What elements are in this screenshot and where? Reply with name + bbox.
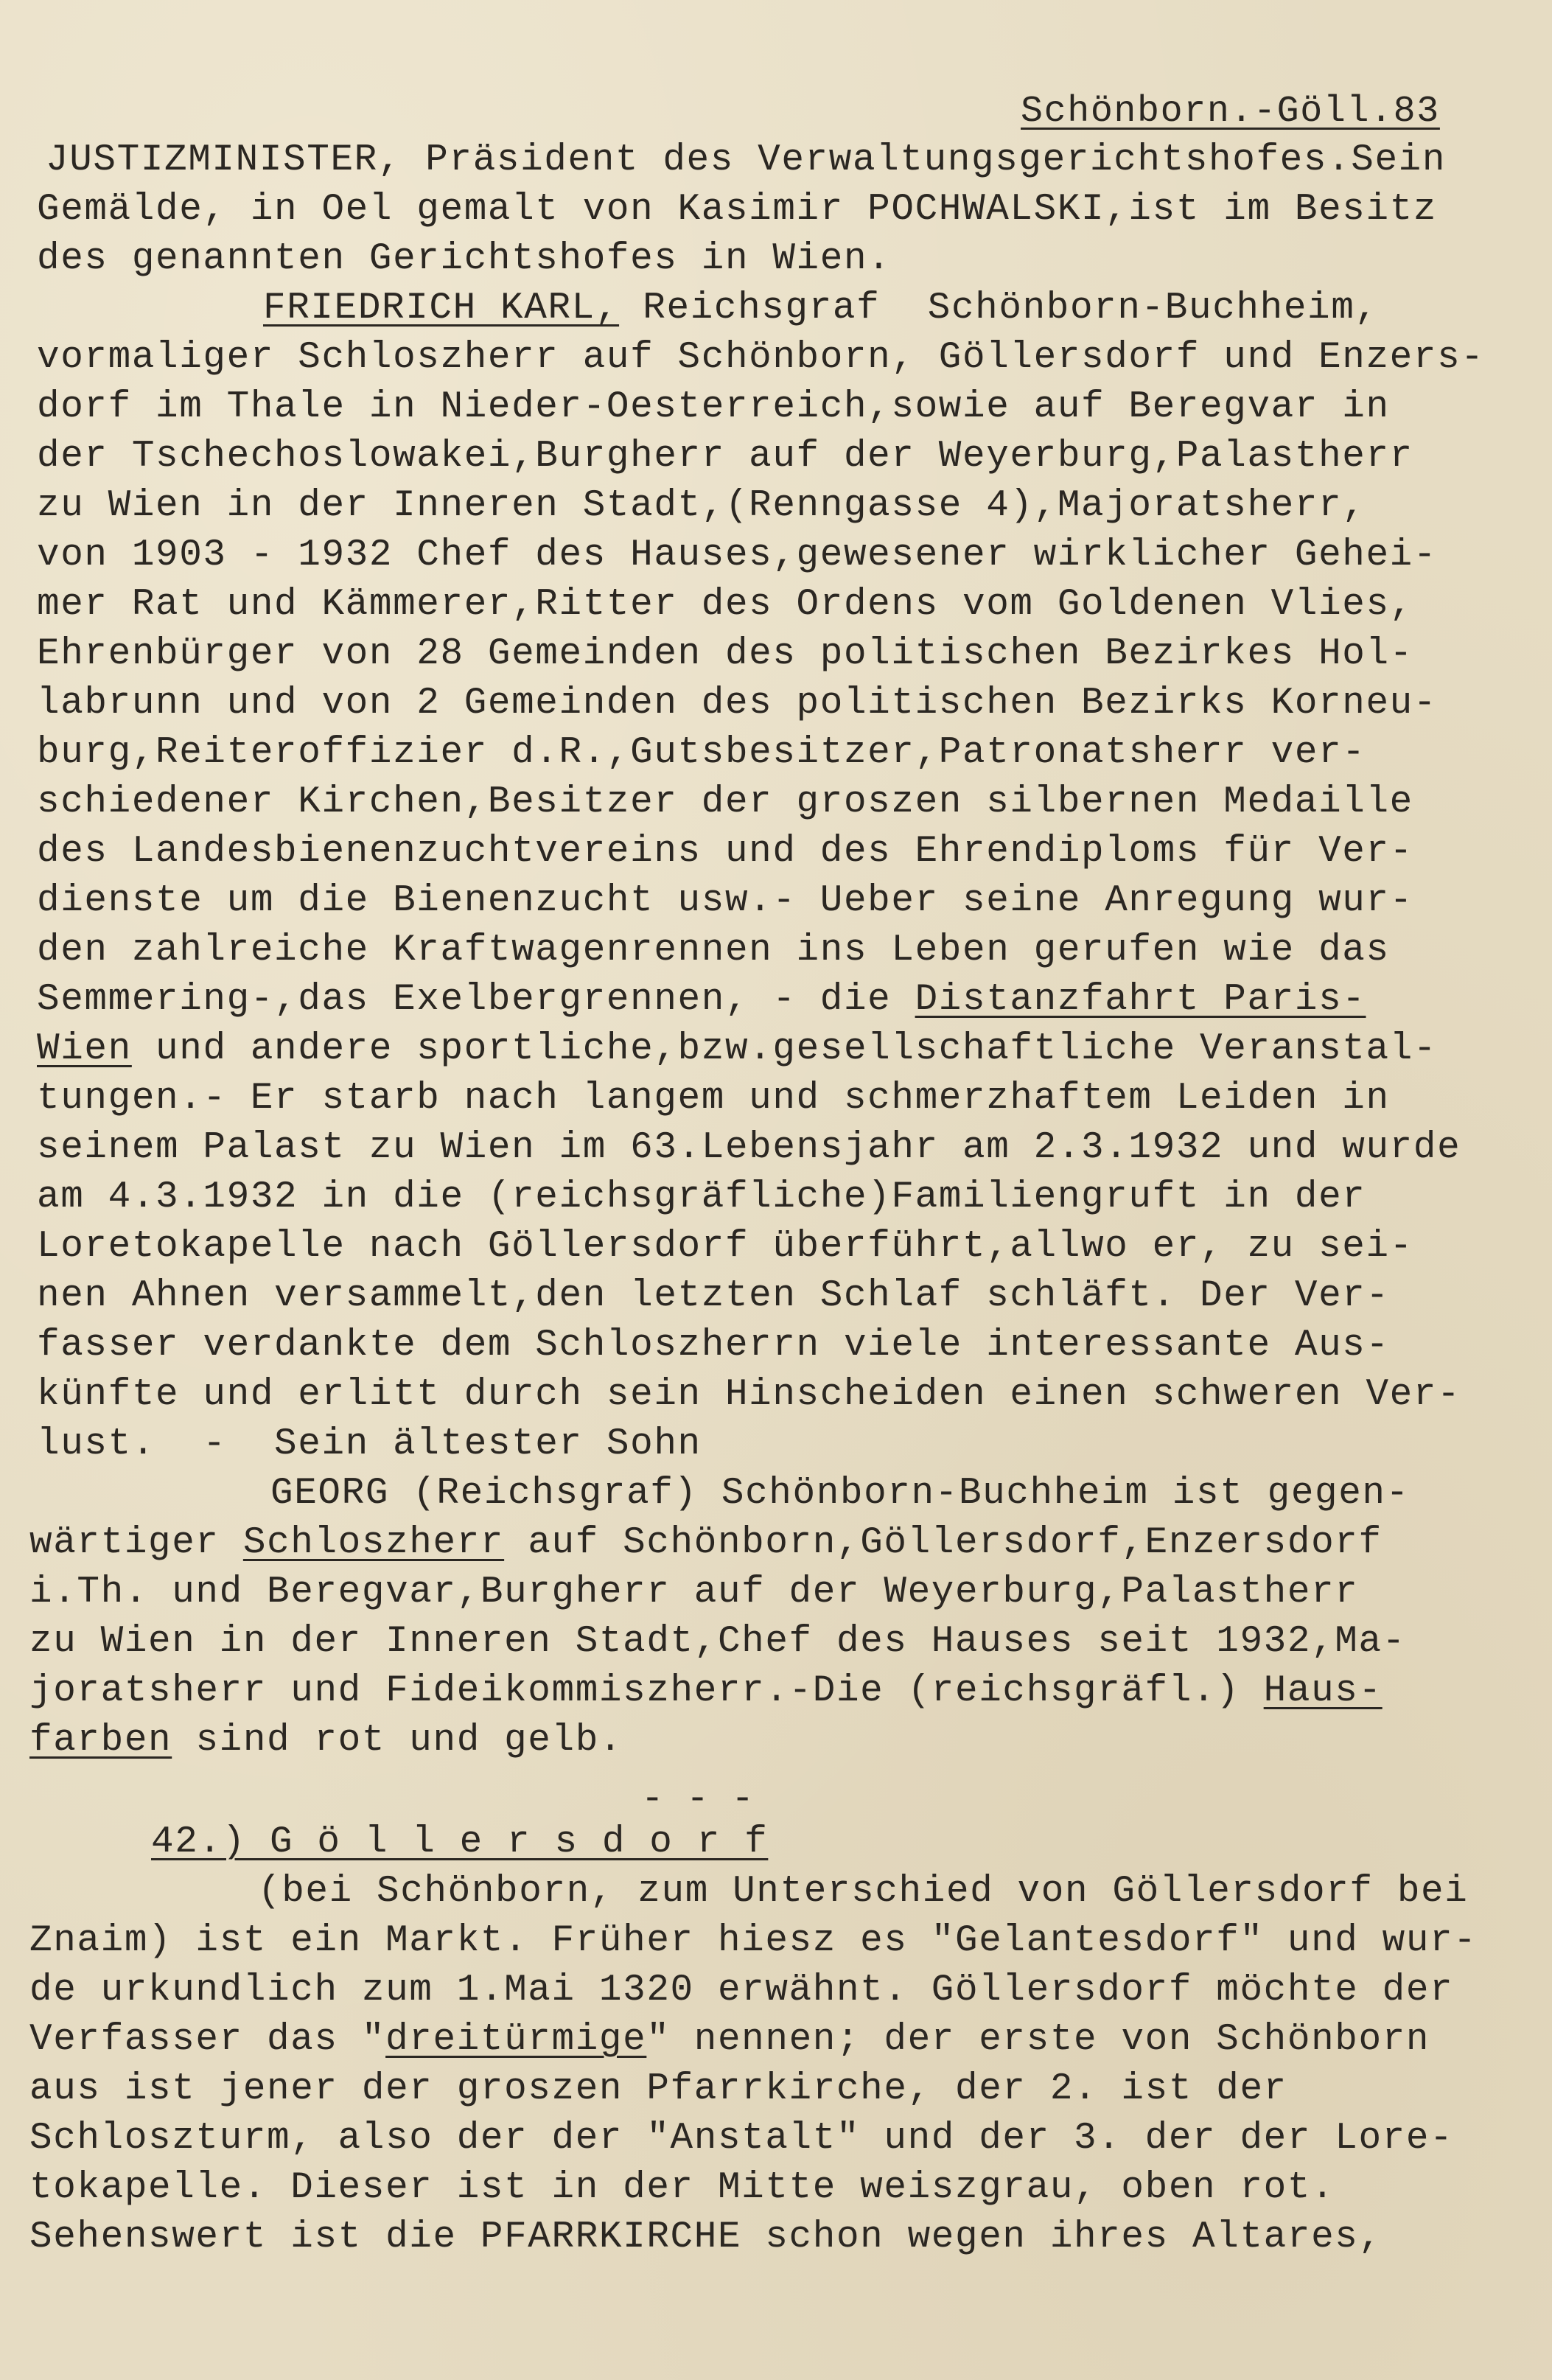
text-line: JUSTIZMINISTER, Präsident des Verwaltungsgerichtshofes.Sein <box>46 139 1447 181</box>
text-line: der Tschechoslowakei,Burgherr auf der Weyerburg,Palastherr <box>37 436 1413 478</box>
text-line: wärtiger Schloszherr auf Schönborn,Göllersdorf,Enzersdorf <box>29 1522 1383 1564</box>
text-line: lust. - Sein ältester Sohn <box>37 1423 702 1465</box>
text-line: am 4.3.1932 in die (reichsgräfliche)Familiengruft in der <box>37 1176 1366 1218</box>
text-line: Gemälde, in Oel gemalt von Kasimir POCHWALSKI,ist im Besitz <box>37 189 1438 231</box>
text-line: den zahlreiche Kraftwagenrennen ins Leben gerufen wie das <box>37 929 1390 971</box>
text-line: Loretokapelle nach Göllersdorf überführt,allwo er, zu sei- <box>37 1226 1413 1268</box>
text-line: schiedener Kirchen,Besitzer der groszen silbernen Medaille <box>37 781 1413 823</box>
text-line: zu Wien in der Inneren Stadt,Chef des Hauses seit 1932,Ma- <box>29 1621 1406 1663</box>
text-line: de urkundlich zum 1.Mai 1320 erwähnt. Göllersdorf möchte der <box>29 1969 1454 2011</box>
text-line: Znaim) ist ein Markt. Früher hiesz es "Gelantesdorf" und wur- <box>29 1920 1478 1962</box>
text-line: künfte und erlitt durch sein Hinscheiden einen schweren Ver- <box>37 1374 1461 1416</box>
text-line: Semmering-,das Exelbergrennen, - die Distanzfahrt Paris- <box>37 979 1366 1021</box>
text-line: Verfasser das "dreitürmige" nennen; der erste von Schönborn <box>29 2019 1430 2061</box>
underlined-schloszherr: Schloszherr <box>242 1522 505 1564</box>
text-line: Wien und andere sportliche,bzw.gesellschaftliche Veranstal- <box>37 1028 1438 1070</box>
text-line: GEORG (Reichsgraf) Schönborn-Buchheim ist gegen- <box>270 1473 1410 1515</box>
text-line: Ehrenbürger von 28 Gemeinden des politischen Bezirkes Hol- <box>37 633 1413 675</box>
text-line: Schloszturm, also der der "Anstalt" und der 3. der der Lore- <box>29 2118 1454 2160</box>
text-line: dorf im Thale in Nieder-Oesterreich,sowie auf Beregvar in <box>37 386 1390 428</box>
text-line: aus ist jener der groszen Pfarrkirche, der 2. ist der <box>29 2068 1287 2110</box>
person-name-friedrich-karl: FRIEDRICH KARL, <box>263 287 620 329</box>
text-line: tokapelle. Dieser ist in der Mitte weiszgrau, oben rot. <box>29 2167 1335 2209</box>
text-line: mer Rat und Kämmerer,Ritter des Ordens vom Goldenen Vlies, <box>37 584 1413 626</box>
text-line: farben sind rot und gelb. <box>29 1720 623 1762</box>
text-line: seinem Palast zu Wien im 63.Lebensjahr am 2.3.1932 und wurde <box>37 1127 1461 1169</box>
text-line: dienste um die Bienenzucht usw.- Ueber seine Anregung wur- <box>37 880 1413 922</box>
text-line: (bei Schönborn, zum Unterschied von Göllersdorf bei <box>258 1871 1469 1913</box>
text-line: FRIEDRICH KARL, Reichsgraf Schönborn-Buchheim, <box>263 287 1379 329</box>
underlined-dreitürmige: dreitürmige <box>385 2019 647 2061</box>
underlined-distanzfahrt: Distanzfahrt Paris- <box>915 979 1366 1021</box>
text-line: vormaliger Schloszherr auf Schönborn, Göllersdorf und Enzers- <box>37 337 1485 379</box>
underlined-haus: Haus- <box>1263 1670 1383 1712</box>
text-line: des Landesbienenzuchtvereins und des Ehrendiploms für Ver- <box>37 831 1413 873</box>
section-separator: - - - <box>641 1779 755 1821</box>
text-line: zu Wien in der Inneren Stadt,(Renngasse 4),Majoratsherr, <box>37 485 1366 527</box>
text-line: nen Ahnen versammelt,den letzten Schlaf schläft. Der Ver- <box>37 1275 1390 1317</box>
text-line: burg,Reiteroffizier d.R.,Gutsbesitzer,Patronatsherr ver- <box>37 732 1366 774</box>
text-line: Sehenswert ist die PFARRKIRCHE schon wegen ihres Altares, <box>29 2216 1383 2258</box>
text-line: tungen.- Er starb nach langem und schmerzhaftem Leiden in <box>37 1078 1390 1120</box>
text-line: fasser verdankte dem Schloszherrn viele interessante Aus- <box>37 1325 1390 1367</box>
text-line: von 1903 - 1932 Chef des Hauses,gewesener wirklicher Gehei- <box>37 534 1438 576</box>
underlined-wien: Wien <box>37 1028 132 1070</box>
text-line: i.Th. und Beregvar,Burgherr auf der Weyerburg,Palastherr <box>29 1571 1359 1613</box>
text-line: des genannten Gerichtshofes in Wien. <box>37 238 892 280</box>
underlined-farben: farben <box>29 1720 172 1762</box>
text-line: joratsherr und Fideikommiszherr.-Die (reichsgräfl.) Haus- <box>29 1670 1383 1712</box>
text-line: labrunn und von 2 Gemeinden des politischen Bezirks Korneu- <box>37 683 1438 725</box>
page-header: Schönborn.-Göll.83 <box>1021 91 1440 133</box>
section-heading: 42.) G ö l l e r s d o r f <box>151 1821 769 1863</box>
